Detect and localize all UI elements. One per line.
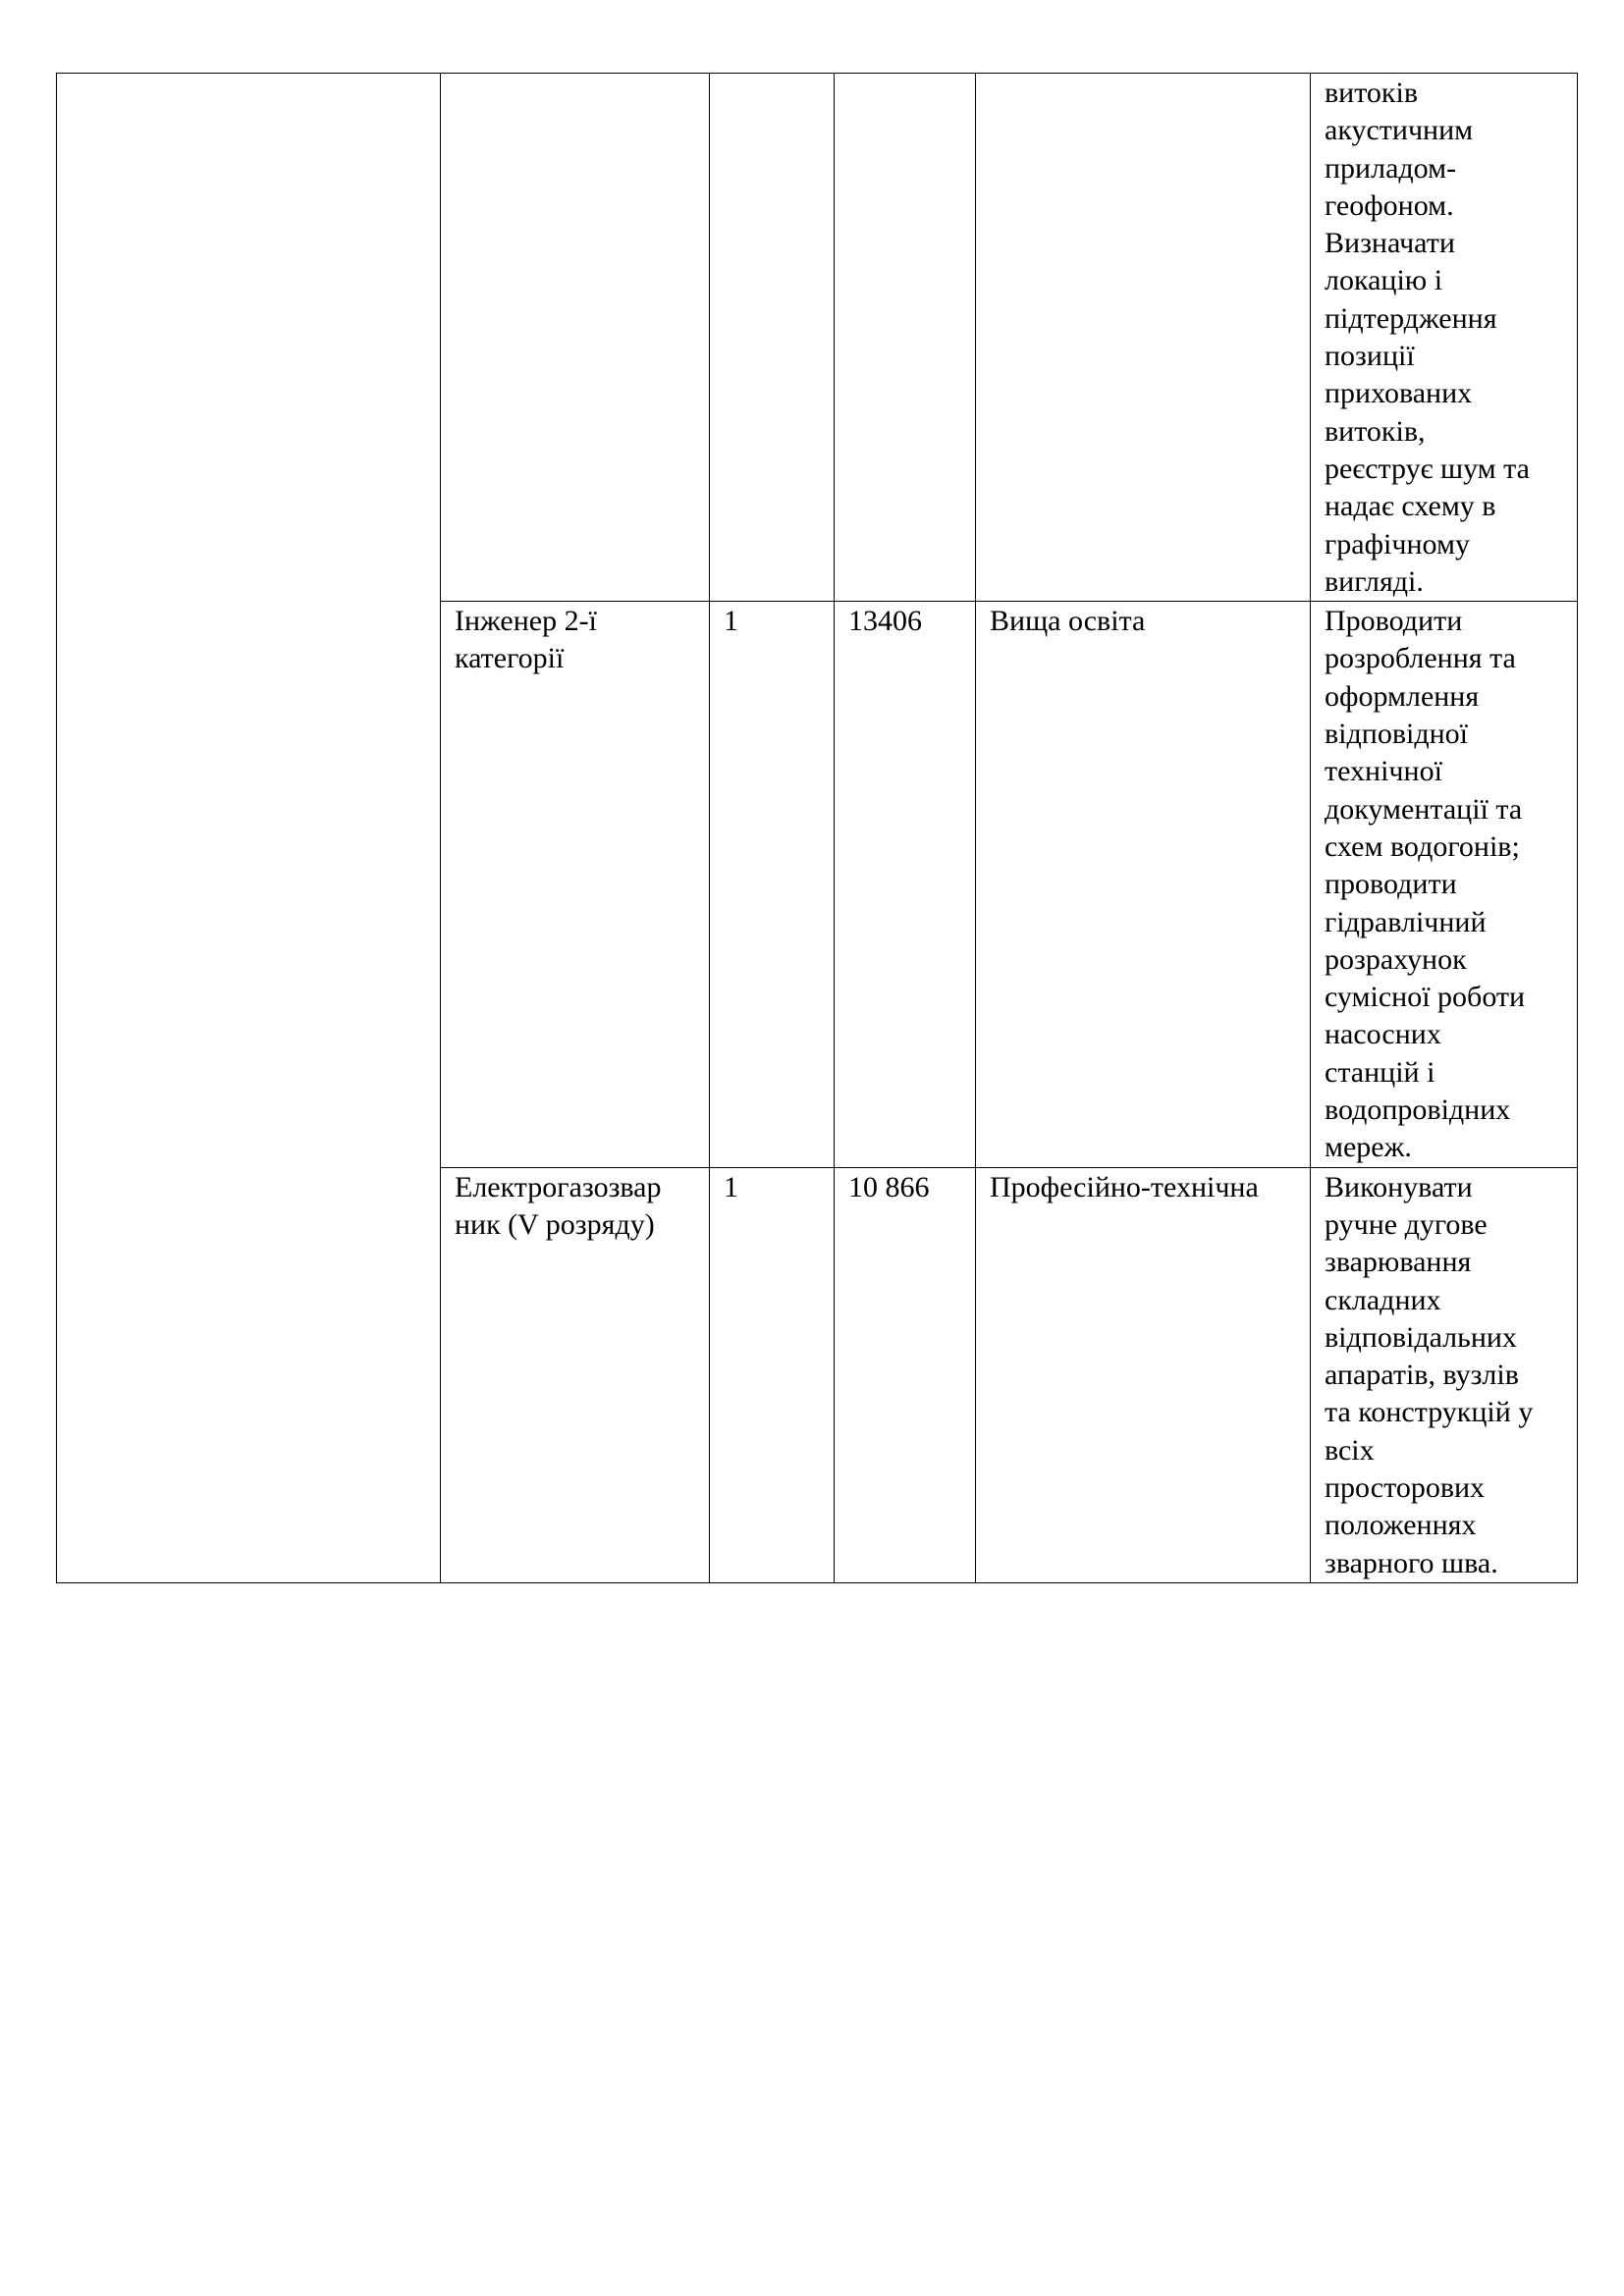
count-cell: 1: [710, 1167, 835, 1582]
duties-cell: Проводити розроблення та оформлення відповідної технічної документації та схем водогонів; проводити гідравлічний розрахунок сумісної роботи насосних станцій і водопровідних мереж.: [1311, 602, 1578, 1167]
position-cell: Інженер 2-ї категорії: [441, 602, 710, 1167]
education-cell: [976, 74, 1311, 602]
table-row: [57, 74, 1578, 602]
position-cell: Електрогазозвар ник (V розряду): [441, 1167, 710, 1582]
vacancy-table: [56, 73, 1578, 1583]
count-cell: [710, 74, 835, 602]
salary-cell: [835, 74, 976, 602]
count-cell: 1: [710, 602, 835, 1167]
education-cell: Професійно-технічна: [976, 1167, 1311, 1582]
salary-cell: 13406: [835, 602, 976, 1167]
position-cell: [441, 74, 710, 602]
salary-cell: 10 866: [835, 1167, 976, 1582]
duties-cell: Виконувати ручне дугове зварювання складних відповідальних апаратів, вузлів та конструкцій у всіх просторових положеннях зварного шва.: [1311, 1167, 1578, 1582]
duties-cell: витоків акустичним приладом- геофоном. Визначати локацію і підтердження позиції прихованих витоків, реєструє шум та надає схему в графічному вигляді.: [1311, 74, 1578, 602]
education-cell: Вища освіта: [976, 602, 1311, 1167]
merged-first-column-cell: [57, 74, 441, 1583]
